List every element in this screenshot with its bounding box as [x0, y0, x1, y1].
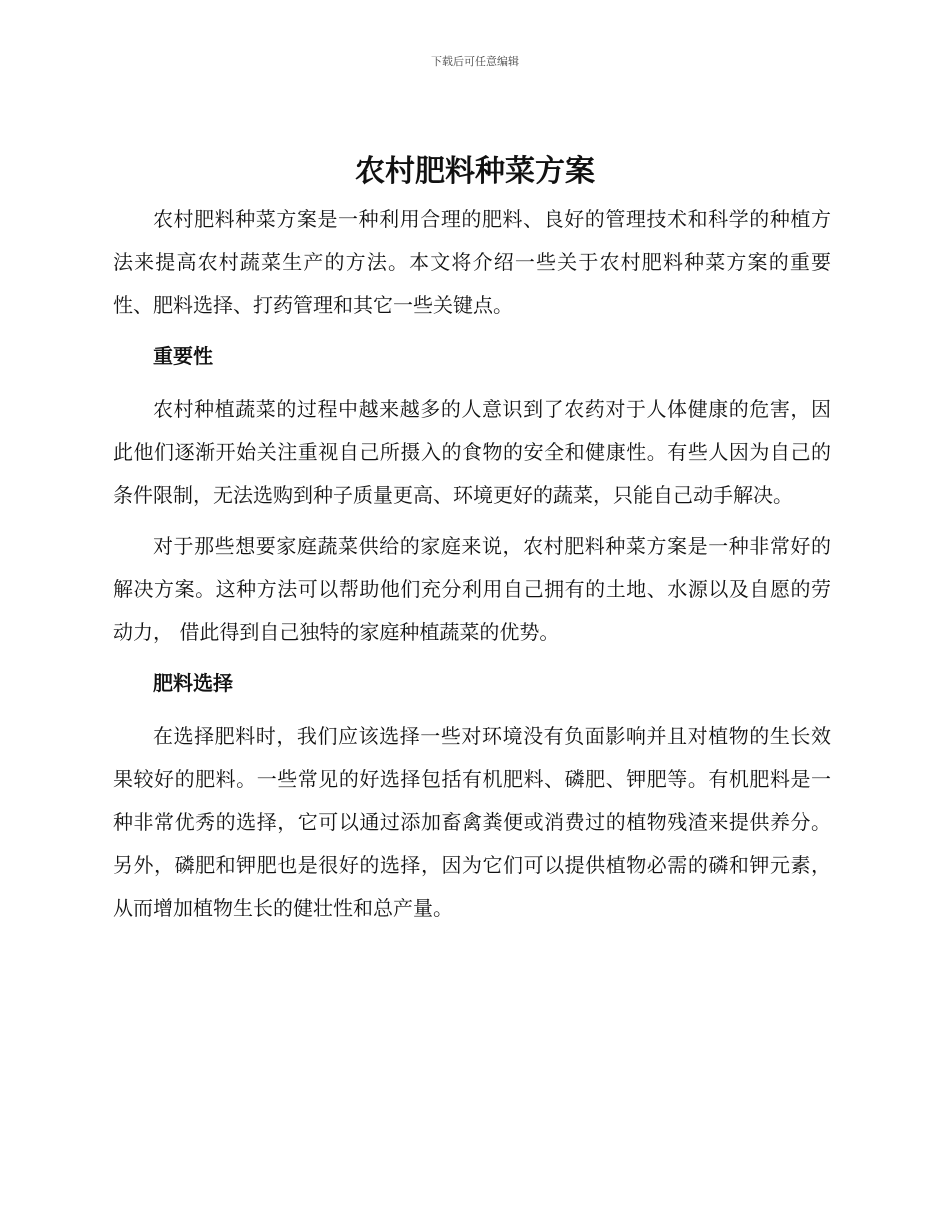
- fertilizer-selection-paragraph: 在选择肥料时，我们应该选择一些对环境没有负面影响并且对植物的生长效果较好的肥料。一些常见的好选择包括有机肥料、磷肥、钾肥等。有机肥料是一种非常优秀的选择，它可以通过添加畜禽粪便或消费过的植物残渣来提供养分。另外，磷肥和钾肥也是很好的选择，因为它们可以提供植物必需的磷和钾元素，从而增加植物生长的健壮性和总产量。: [113, 724, 831, 920]
- section-heading-fertilizer-selection: 肥料选择: [153, 671, 233, 695]
- importance-paragraph-1: 农村种植蔬菜的过程中越来越多的人意识到了农药对于人体健康的危害，因此他们逐渐开始关注重视自己所摄入的食物的安全和健康性。有些人因为自己的条件限制，无法选购到种子质量更高、环境更好的蔬菜，只能自己动手解决。: [113, 397, 831, 507]
- intro-paragraph: 农村肥料种菜方案是一种利用合理的肥料、良好的管理技术和科学的种植方法来提高农村蔬菜生产的方法。本文将介绍一些关于农村肥料种菜方案的重要性、肥料选择、打药管理和其它一些关键点。: [113, 207, 831, 317]
- header-note: 下载后可任意编辑: [431, 55, 519, 68]
- importance-paragraph-2: 对于那些想要家庭蔬菜供给的家庭来说，农村肥料种菜方案是一种非常好的解决方案。这种方法可以帮助他们充分利用自己拥有的土地、水源以及自愿的劳动力， 借此得到自己独特的家庭种植蔬菜的优势。: [113, 534, 831, 644]
- document-body: [113, 198, 831, 938]
- section-heading-importance: 重要性: [153, 344, 213, 368]
- document-title: 农村肥料种菜方案: [355, 154, 595, 189]
